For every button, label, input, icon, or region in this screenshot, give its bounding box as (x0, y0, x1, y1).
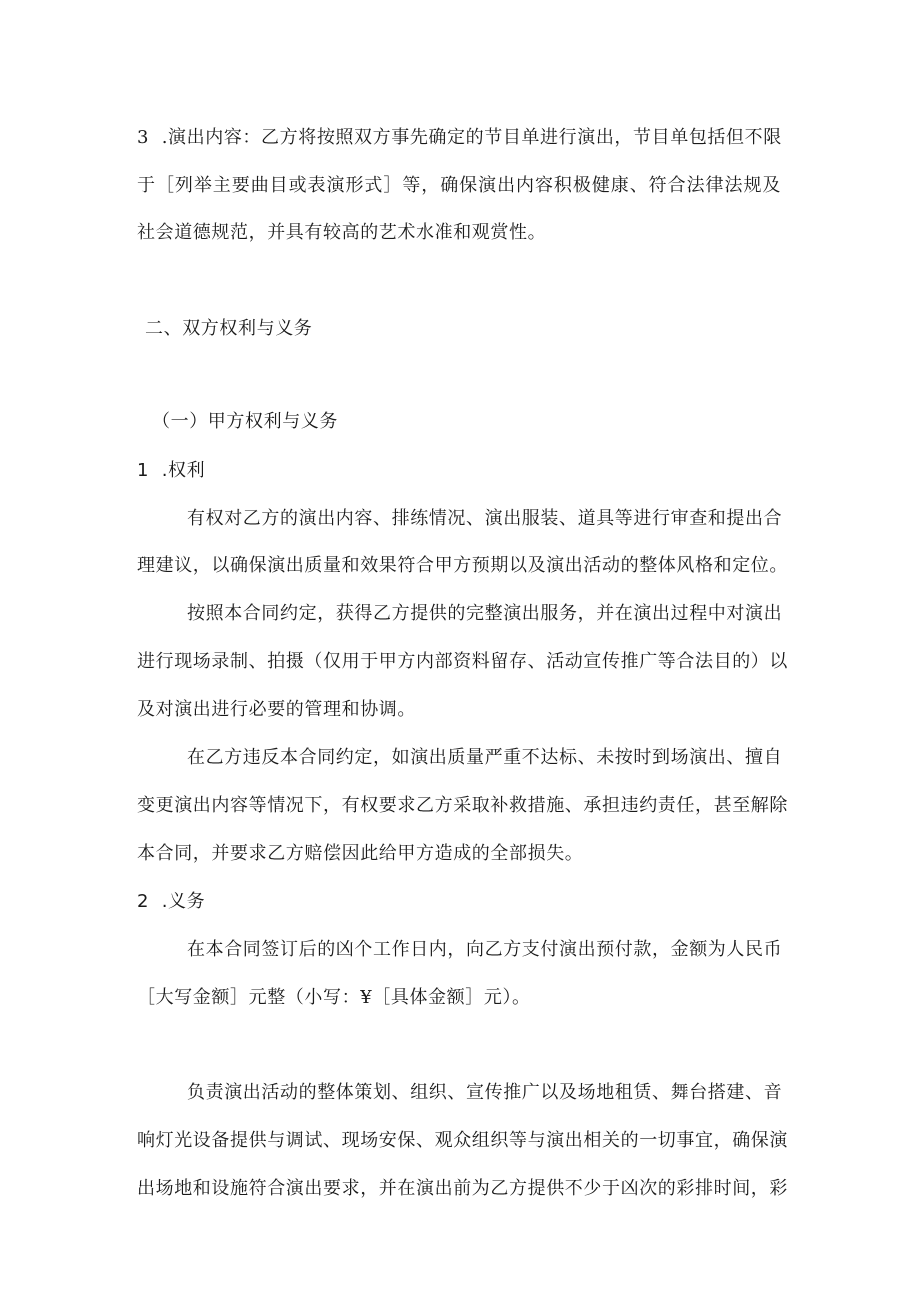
paragraph-line: 及对演出进行必要的管理和协调。 (137, 699, 416, 720)
paragraph-line: 变更演出内容等情况下，有权要求乙方采取补救措施、承担违约责任，甚至解除 (137, 795, 788, 816)
paragraph-line: ［大写金额］元整（小写：¥［具体金额］元）。 (137, 987, 531, 1008)
item-heading: 2 .义务 (137, 891, 206, 912)
paragraph-line: 于［列举主要曲目或表演形式］等，确保演出内容积极健康、符合法律法规及 (137, 175, 781, 196)
paragraph-line: 按照本合同约定，获得乙方提供的完整演出服务，并在演出过程中对演出 (187, 603, 783, 624)
paragraph-line: 出场地和设施符合演出要求，并在演出前为乙方提供不少于凶次的彩排时间，彩 (137, 1178, 788, 1199)
paragraph-line: 3 .演出内容：乙方将按照双方事先确定的节目单进行演出，节目单包括但不限 (137, 127, 782, 148)
paragraph-line: 在本合同签订后的凶个工作日内，向乙方支付演出预付款，金额为人民币 (187, 939, 783, 960)
subsection-heading: （一）甲方权利与义务 (152, 411, 338, 432)
item-heading: 1 .权利 (137, 460, 206, 481)
paragraph-line: 负责演出活动的整体策划、组织、宣传推广以及场地租赁、舞台搭建、音 (187, 1082, 783, 1103)
paragraph-line: 进行现场录制、拍摄（仅用于甲方内部资料留存、活动宣传推广等合法目的）以 (137, 651, 788, 672)
section-heading: 二、双方权利与义务 (145, 318, 313, 339)
paragraph-line: 理建议，以确保演出质量和效果符合甲方预期以及演出活动的整体风格和定位。 (137, 555, 788, 576)
paragraph-line: 本合同，并要求乙方赔偿因此给甲方造成的全部损失。 (137, 843, 584, 864)
paragraph-line: 有权对乙方的演出内容、排练情况、演出服装、道具等进行审查和提出合 (187, 508, 783, 529)
paragraph-line: 在乙方违反本合同约定，如演出质量严重不达标、未按时到场演出、擅自 (187, 747, 783, 768)
paragraph-line: 社会道德规范，并具有较高的艺术水准和观赏性。 (137, 222, 547, 243)
paragraph-line: 响灯光设备提供与调试、现场安保、观众组织等与演出相关的一切事宜，确保演 (137, 1130, 788, 1151)
